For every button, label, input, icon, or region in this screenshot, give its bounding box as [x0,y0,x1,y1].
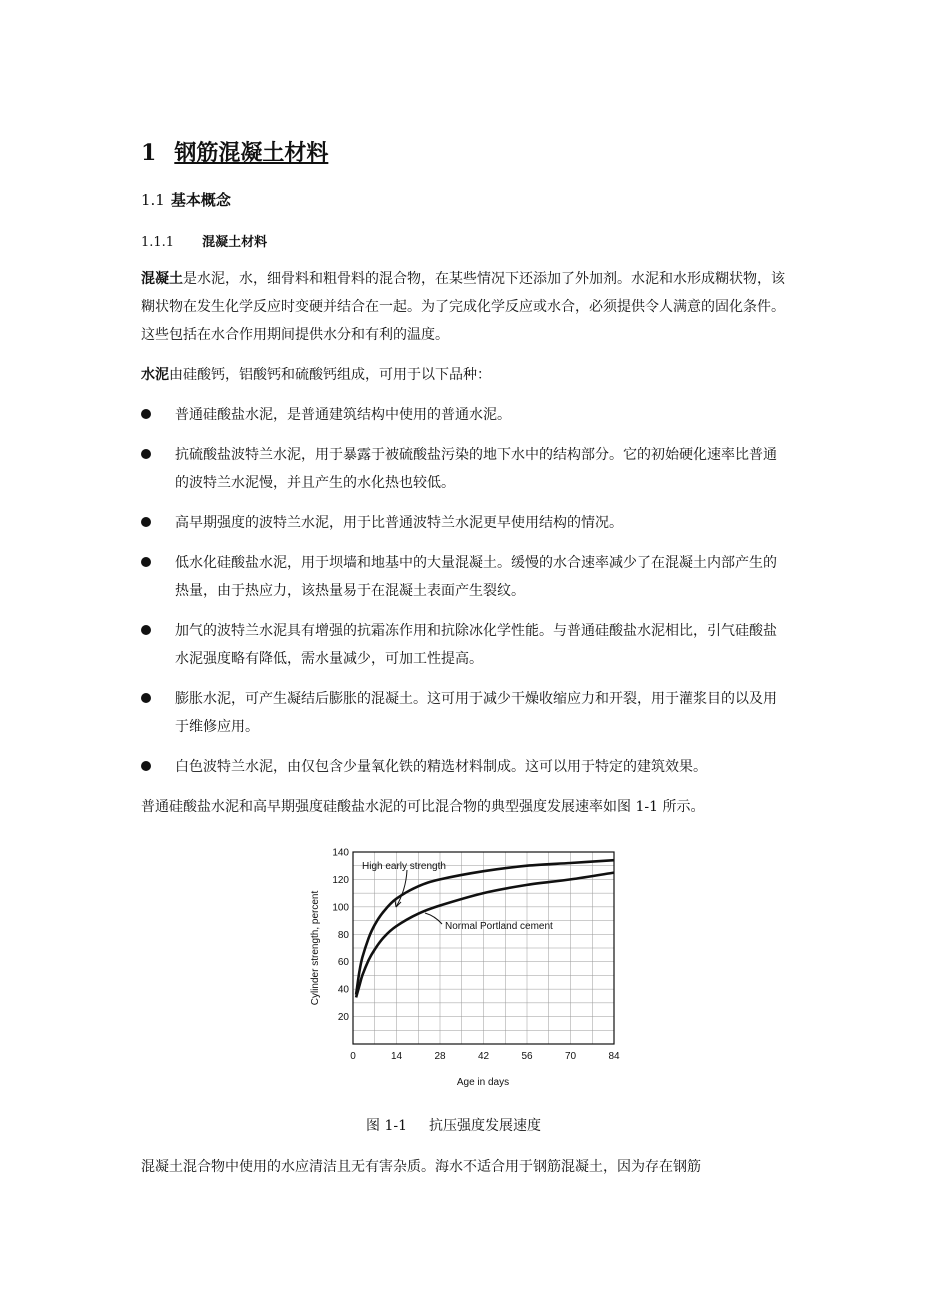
bullet-icon [141,449,151,459]
bullet-icon [141,693,151,703]
bullet-icon [141,557,151,567]
bullet-icon [141,517,151,527]
bullet-icon [141,625,151,635]
paragraph-water: 混凝土混合物中使用的水应清洁且无有害杂质。海水不适合用于钢筋混凝土，因为存在钢筋 [141,1159,701,1175]
x-tick-label: 84 [608,1051,620,1062]
y-tick-label: 100 [332,902,349,914]
list-item [141,617,789,673]
list-item-text: 普通硅酸盐水泥，是普通建筑结构中使用的普通水泥。 [175,407,511,423]
list-item [141,509,789,537]
paragraph-cement [141,361,789,389]
chapter-heading [141,136,328,167]
paragraph-concrete-text: 是水泥，水，细骨料和粗骨料的混合物，在某些情况下还添加了外加剂。水泥和水形成糊状物，该糊状物在发生化学反应时变硬并结合在一起。为了完成化学反应或水合，必须提供令人满意的固化条件。这些包括在水合作用期间提供水分和有利的温度。 [141,271,785,343]
series-label-normal: Normal Portland cement [445,921,553,932]
strength-chart [300,840,630,1095]
list-item-text: 低水化硅酸盐水泥，用于坝墙和地基中的大量混凝土。缓慢的水合速率减少了在混凝土内部产生的热量，由于热应力，该热量易于在混凝土表面产生裂纹。 [175,555,777,599]
chapter-title: 钢筋混凝土材料 [174,140,329,166]
x-tick-label: 28 [434,1051,446,1062]
bullet-icon [141,761,151,771]
list-item-text: 高早期强度的波特兰水泥，用于比普通波特兰水泥更早使用结构的情况。 [175,515,623,531]
paragraph-cement-text: 由硅酸钙，铝酸钙和硫酸钙组成，可用于以下品种： [169,367,491,383]
list-item [141,685,789,741]
x-tick-label: 14 [390,1051,403,1062]
subsection-number: 1.1.1 [141,235,175,250]
list-item-text: 抗硫酸盐波特兰水泥，用于暴露于被硫酸盐污染的地下水中的结构部分。它的初始硬化速率比普通的波特兰水泥慢，并且产生的水化热也较低。 [175,447,777,491]
x-axis-label: Age in days [456,1077,510,1088]
list-item-text: 加气的波特兰水泥具有增强的抗霜冻作用和抗除冰化学性能。与普通硅酸盐水泥相比，引气硅酸盐水泥强度略有降低，需水量减少，可加工性提高。 [175,623,777,667]
chart-grid [353,852,614,1044]
figure-caption-text: 抗压强度发展速度 [429,1118,541,1134]
y-tick-label: 40 [337,984,349,996]
x-tick-label: 56 [521,1051,533,1062]
list-item-text: 膨胀水泥，可产生凝结后膨胀的混凝土。这可用于减少干燥收缩应力和开裂，用于灌浆目的以及用于维修应用。 [175,691,777,735]
x-tick-label: 0 [350,1051,356,1062]
y-tick-label: 80 [337,929,349,941]
series-label-high-early: High early strength [362,861,446,872]
series-line-normal-portland-cement [356,873,614,998]
x-tick-labels [350,1051,620,1062]
x-tick-label: 42 [477,1051,490,1062]
paragraph-figure-intro: 普通硅酸盐水泥和高早期强度硅酸盐水泥的可比混合物的典型强度发展速率如图 1-1 所示。 [141,799,705,815]
list-item [141,401,789,429]
term-cement: 水泥 [141,367,169,383]
list-item [141,549,789,605]
x-tick-label: 70 [564,1051,577,1062]
subsection-title: 混凝土材料 [202,235,268,250]
subsection-heading [141,231,267,250]
paragraph-concrete [141,265,789,349]
section-number: 1.1 [141,191,165,209]
y-tick-label: 140 [332,847,349,859]
y-tick-label: 60 [337,957,349,969]
y-tick-label: 120 [332,874,349,886]
annotation-leader-high-early [396,870,407,907]
term-concrete: 混凝土 [141,271,183,287]
chapter-number: 1 [141,140,157,166]
list-item-text: 白色波特兰水泥，由仅包含少量氧化铁的精选材料制成。这可以用于特定的建筑效果。 [175,759,707,775]
list-item [141,753,789,781]
y-tick-labels [332,848,349,1024]
bullet-icon [141,409,151,419]
section-heading [141,189,231,210]
figure-caption [366,1115,541,1135]
figure-label: 图 1-1 [366,1118,407,1134]
y-tick-label: 20 [337,1012,349,1024]
section-title: 基本概念 [170,191,231,209]
annotation-leader-normal [425,913,442,924]
list-item [141,441,789,497]
y-axis-label: Cylinder strength, percent [310,890,321,1006]
